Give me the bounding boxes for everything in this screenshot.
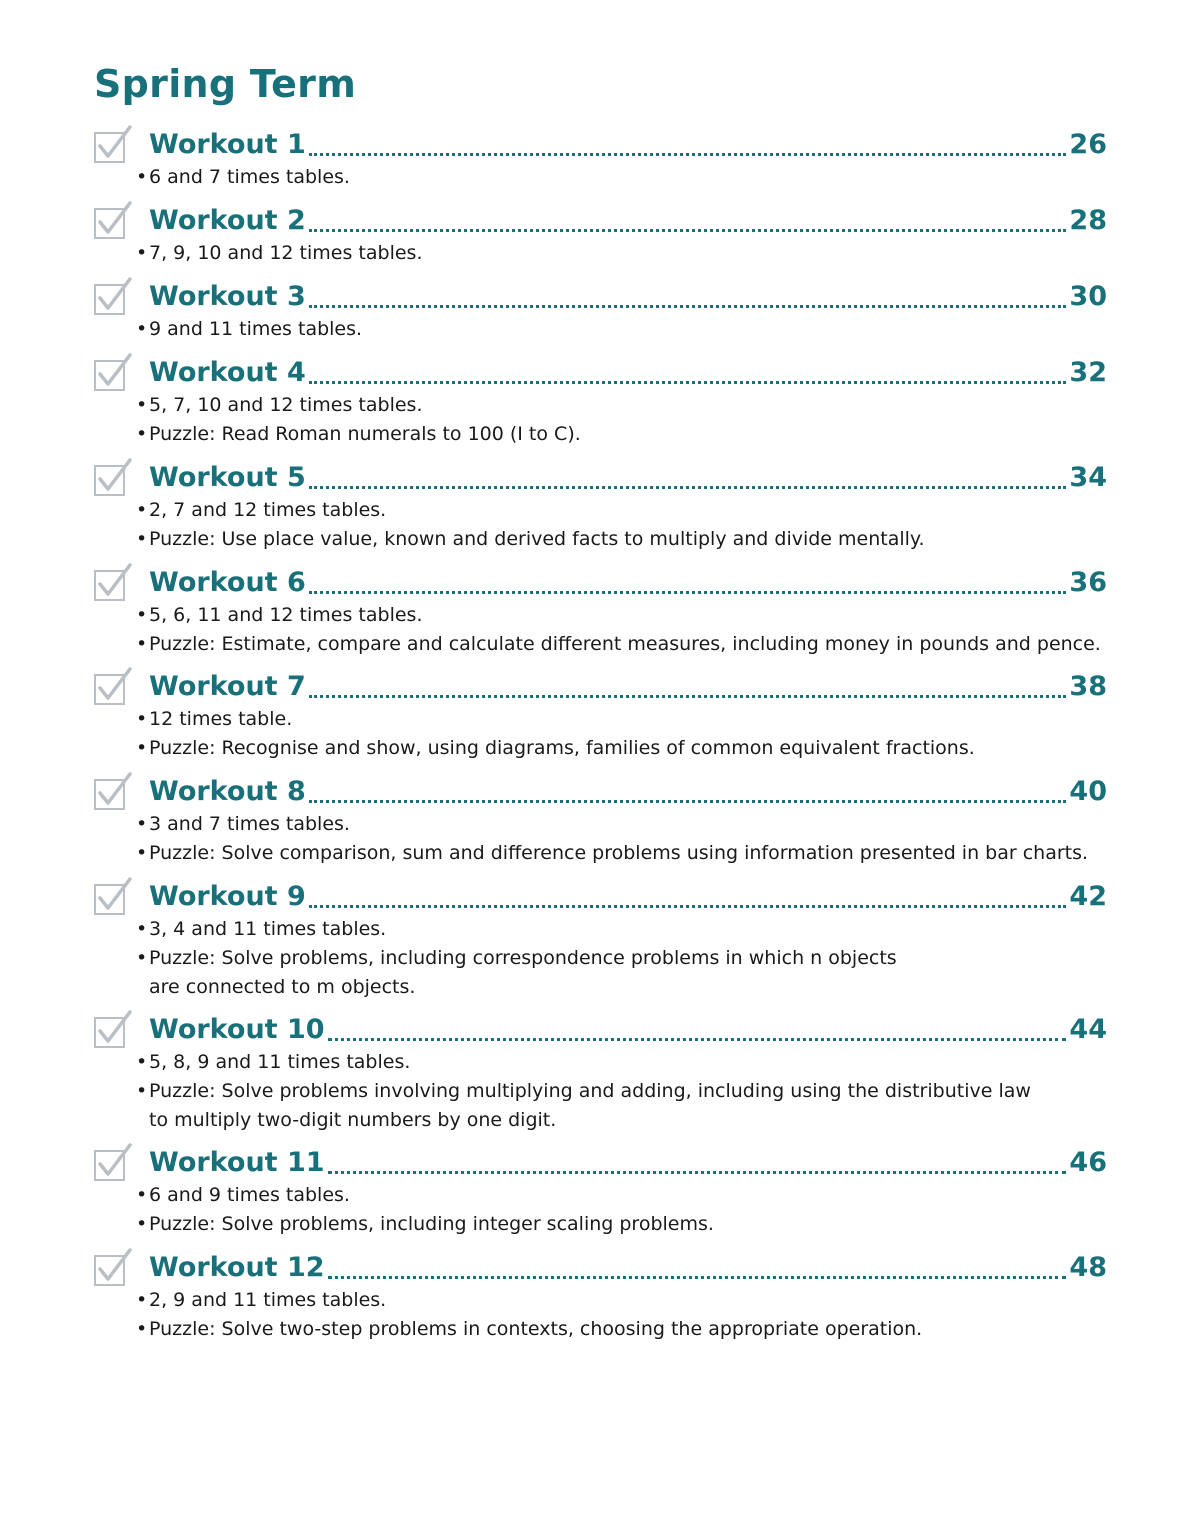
entry-heading [149,776,1107,810]
entry-description-text: 5, 6, 11 and 12 times tables. [149,604,423,626]
entry-description-text: 6 and 7 times tables. [149,166,350,188]
dot-leader [309,591,1067,594]
page-number: 46 [1069,1147,1107,1178]
entry-description-line [136,525,925,554]
dot-leader [309,381,1067,384]
entry-title: Workout 5 [149,462,306,493]
dot-leader [309,486,1067,489]
page-number: 40 [1069,776,1107,807]
entry-description-continuation: are connected to m objects. [149,976,416,998]
entry-description-text: 7, 9, 10 and 12 times tables. [149,242,423,264]
bullet-icon: • [136,318,148,340]
dot-leader [328,1276,1067,1279]
entry-description-text: Puzzle: Solve problems, including integer scaling problems. [149,1213,714,1235]
entry-description-line [136,944,897,973]
entry-title: Workout 3 [149,281,306,312]
entry-description-line [136,1286,386,1315]
entry-description-line [136,839,1088,868]
bullet-icon: • [136,947,148,969]
entry-description-text: Puzzle: Read Roman numerals to 100 (I to C). [149,423,581,445]
entry-description-line [136,601,422,630]
checked-box-icon [93,201,133,241]
checked-box-icon [93,1143,133,1183]
entry-description-text: Puzzle: Solve problems involving multiplying and adding, including using the distributive law [149,1080,1031,1102]
entry-description-text: 3, 4 and 11 times tables. [149,918,387,940]
entry-description-line [136,496,386,525]
bullet-icon: • [136,242,148,264]
entry-description-text: Puzzle: Solve problems, including correspondence problems in which n objects [149,947,897,969]
entry-description-line [136,1315,922,1344]
dot-leader [328,1038,1067,1041]
checked-box-icon [93,563,133,603]
bullet-icon: • [136,1318,148,1340]
page-number: 34 [1069,462,1107,493]
entry-description-text: 2, 7 and 12 times tables. [149,499,387,521]
entry-title: Workout 2 [149,205,306,236]
checked-box-icon [93,277,133,317]
entry-heading [149,881,1107,915]
page-number: 38 [1069,671,1107,702]
page-number: 42 [1069,881,1107,912]
entry-description-line [136,810,350,839]
bullet-icon: • [136,166,148,188]
entry-description-line [136,391,422,420]
bullet-icon: • [136,1213,148,1235]
bullet-icon: • [136,604,148,626]
bullet-icon: • [136,1080,148,1102]
entry-title: Workout 12 [149,1252,325,1283]
entry-description-line [136,163,350,192]
entry-title: Workout 8 [149,776,306,807]
entry-heading [149,281,1107,315]
checked-box-icon [93,667,133,707]
bullet-icon: • [136,1289,148,1311]
entry-description-line [136,734,975,763]
entry-description-line [136,1181,350,1210]
bullet-icon: • [136,737,148,759]
entry-description-text: Puzzle: Solve comparison, sum and difference problems using information presented in bar charts. [149,842,1089,864]
entry-description-text: 9 and 11 times tables. [149,318,363,340]
dot-leader [309,905,1067,908]
entry-title: Workout 4 [149,357,306,388]
page-number: 48 [1069,1252,1107,1283]
page-number: 28 [1069,205,1107,236]
entry-title: Workout 6 [149,567,306,598]
bullet-icon: • [136,842,148,864]
bullet-icon: • [136,633,148,655]
entry-title: Workout 10 [149,1014,325,1045]
entry-description-line [136,420,581,449]
dot-leader [309,695,1067,698]
bullet-icon: • [136,1051,148,1073]
entry-title: Workout 7 [149,671,306,702]
entry-title: Workout 9 [149,881,306,912]
entry-description-text: Puzzle: Recognise and show, using diagrams, families of common equivalent fractions. [149,737,975,759]
checked-box-icon [93,458,133,498]
entry-heading [149,567,1107,601]
entry-title: Workout 11 [149,1147,325,1178]
entry-heading [149,462,1107,496]
entry-description-text: 5, 7, 10 and 12 times tables. [149,394,423,416]
entry-description-line [136,705,292,734]
page-number: 26 [1069,129,1107,160]
checked-box-icon [93,877,133,917]
bullet-icon: • [136,499,148,521]
entry-description-line [136,915,386,944]
entry-title: Workout 1 [149,129,306,160]
entry-description-text: 5, 8, 9 and 11 times tables. [149,1051,411,1073]
entry-heading [149,129,1107,163]
entry-description-line [136,1048,410,1077]
bullet-icon: • [136,528,148,550]
checked-box-icon [93,1010,133,1050]
entry-heading [149,1252,1107,1286]
entry-description-line [136,1210,714,1239]
checked-box-icon [93,353,133,393]
entry-description-line [136,1077,1031,1106]
bullet-icon: • [136,918,148,940]
entry-description-line [136,239,422,268]
entry-description-text: Puzzle: Use place value, known and derived facts to multiply and divide mentally. [149,528,925,550]
entry-description-text: Puzzle: Estimate, compare and calculate different measures, including money in pounds and pence. [149,633,1101,655]
dot-leader [328,1171,1067,1174]
entry-description-line [136,630,1101,659]
page-title: Spring Term [94,62,357,106]
entry-heading [149,357,1107,391]
bullet-icon: • [136,423,148,445]
bullet-icon: • [136,394,148,416]
dot-leader [309,800,1067,803]
bullet-icon: • [136,708,148,730]
entry-heading [149,671,1107,705]
entry-heading [149,1147,1107,1181]
checked-box-icon [93,1248,133,1288]
entry-heading [149,1014,1107,1048]
bullet-icon: • [136,1184,148,1206]
page-number: 44 [1069,1014,1107,1045]
page-number: 36 [1069,567,1107,598]
checked-box-icon [93,772,133,812]
entry-description-text: 6 and 9 times tables. [149,1184,350,1206]
page-number: 30 [1069,281,1107,312]
entry-description-text: Puzzle: Solve two-step problems in contexts, choosing the appropriate operation. [149,1318,923,1340]
dot-leader [309,305,1067,308]
page-number: 32 [1069,357,1107,388]
checked-box-icon [93,125,133,165]
entry-description-line [136,315,362,344]
dot-leader [309,153,1067,156]
entry-description-text: 2, 9 and 11 times tables. [149,1289,387,1311]
entry-heading [149,205,1107,239]
dot-leader [309,229,1067,232]
bullet-icon: • [136,813,148,835]
entry-description-text: 3 and 7 times tables. [149,813,350,835]
entry-description-text: 12 times table. [149,708,293,730]
entry-description-continuation: to multiply two-digit numbers by one digit. [149,1109,557,1131]
